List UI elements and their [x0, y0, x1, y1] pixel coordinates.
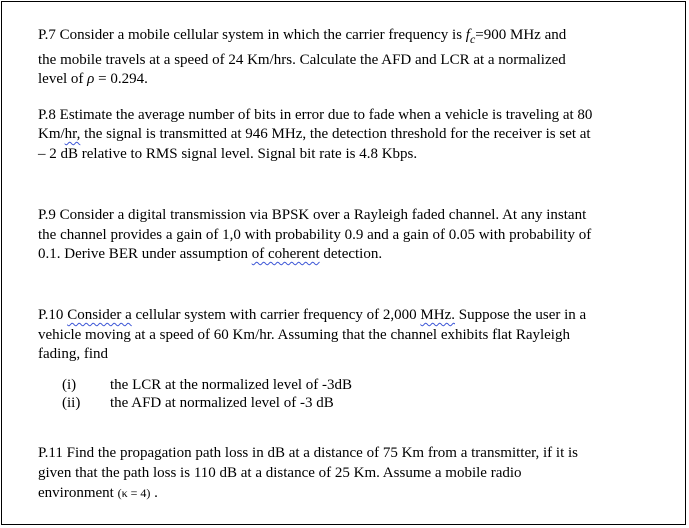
p9-line-3: 0.1. Derive BER under assumption of coherent detection. — [38, 246, 383, 262]
p11-line-1: P.11 Find the propagation path loss in dB at a distance of 75 Km from a transmitter, if it is — [38, 445, 579, 461]
p7-line-2: the mobile travels at a speed of 24 Km/hrs. Calculate the AFD and LCR at a normalized — [38, 52, 566, 68]
spellcheck-mark: Consider a — [67, 307, 132, 323]
carrier-frequency-symbol: $f_c$ — [465, 27, 476, 46]
p11-line-3: environment (κ = 4) . — [38, 485, 158, 501]
spellcheck-mark: MHz. — [420, 307, 455, 323]
list-item-number: (i) — [62, 377, 77, 393]
p8-line-2: Km/hr, the signal is transmitted at 946 MHz, the detection threshold for the receiver is set at — [38, 126, 591, 142]
p10-line-1: P.10 Consider a cellular system with carrier frequency of 2,000 MHz. Suppose the user in a — [38, 307, 587, 323]
list-item-text: the LCR at the normalized level of -3dB — [110, 377, 353, 393]
p7-line-3: level of ρ = 0.294. — [38, 71, 148, 87]
p11-line-2: given that the path loss is 110 dB at a distance of 25 Km. Assume a mobile radio — [38, 465, 522, 481]
p7-line-1: P.7 Consider a mobile cellular system in which the carrier frequency is $f_c=900$ MHz and — [38, 27, 567, 46]
spellcheck-mark: of coherent — [251, 246, 320, 262]
p9-line-2: the channel provides a gain of 1,0 with probability 0.9 and a gain of 0.05 with probability of — [38, 227, 592, 243]
p9-line-1: P.9 Consider a digital transmission via BPSK over a Rayleigh faded channel. At any instant — [38, 207, 587, 223]
p10-line-2: vehicle moving at a speed of 60 Km/hr. Assuming that the channel exhibits flat Rayleigh — [38, 327, 570, 343]
p8-line-3: – 2 dB relative to RMS signal level. Signal bit rate is 4.8 Kbps. — [38, 146, 418, 162]
spellcheck-mark: hr, — [64, 126, 81, 142]
p8-line-1: P.8 Estimate the average number of bits in error due to fade when a vehicle is traveling at 80 — [38, 107, 593, 123]
p7-text: P.7 Consider a mobile cellular system in which the carrier frequency is — [38, 27, 466, 43]
p10-line-3: fading, find — [38, 346, 108, 362]
list-item-text: the AFD at normalized level of -3 dB — [110, 395, 334, 411]
rho-symbol: ρ — [87, 71, 95, 87]
list-item-number: (ii) — [62, 395, 81, 411]
kappa-value: (κ = 4) — [117, 486, 151, 500]
